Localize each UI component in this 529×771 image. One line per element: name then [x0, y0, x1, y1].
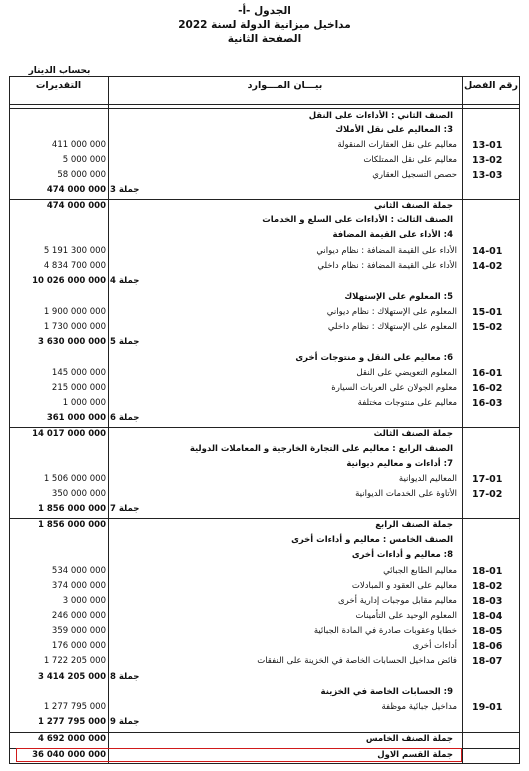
subtotal-label: جملة 7	[110, 504, 140, 514]
row-description: مداخيل جبائية موظفة	[381, 702, 457, 712]
subtotal-label: جملة 5	[110, 337, 140, 347]
total-amount: 3 630 000 000	[37, 337, 106, 347]
total-amount: 1 856 000 000	[37, 520, 106, 530]
row-amount: 215 000 000	[51, 383, 106, 393]
row-description: الأداء على القيمة المضافة : نظام ديواني	[316, 246, 457, 256]
row-amount: 1 722 205 000	[43, 656, 106, 666]
row-description: المعلوم التعويضي على النقل	[356, 368, 457, 378]
row-amount: 145 000 000	[51, 368, 106, 378]
row-amount: 1 900 000 000	[43, 307, 106, 317]
row-amount: 3 000 000	[62, 596, 106, 606]
row-amount: 58 000 000	[57, 170, 106, 180]
chapter-code: 14-01	[472, 246, 503, 257]
section-heading: 9: الحسابات الخاصة في الخزينة	[320, 687, 453, 697]
chapter-code: 13-01	[472, 140, 503, 151]
chapter-code: 13-03	[472, 170, 503, 181]
chapter-code: 18-04	[472, 611, 503, 622]
section-heading: 6: معاليم على النقل و منتوجات أخرى	[295, 353, 453, 363]
row-amount: 374 000 000	[51, 581, 106, 591]
section-heading: جملة القسم الاول	[377, 750, 453, 760]
chapter-code: 16-02	[472, 383, 503, 394]
row-amount: 1 000 000	[62, 398, 106, 408]
subtotal-label: جملة 3	[110, 185, 140, 195]
section-divider	[9, 199, 520, 200]
section-heading: 8: معاليم و أداءات أخرى	[351, 550, 453, 560]
section-divider	[9, 518, 520, 519]
column-header-chapter: رقم الفصل	[464, 80, 518, 91]
page-subtitle: الصفحة الثانية	[227, 33, 302, 45]
section-heading: الصنف الثاني : الأداءات على النقل	[308, 111, 453, 121]
total-amount: 14 017 000 000	[32, 429, 106, 439]
column-divider	[462, 76, 463, 764]
chapter-code: 16-01	[472, 368, 503, 379]
subtotal-label: جملة 9	[110, 717, 140, 727]
section-heading: الصنف الثالث : الأداءات على السلع و الخدمات	[262, 215, 453, 225]
total-amount: 36 040 000 000	[32, 750, 106, 760]
row-description: الأداء على القيمة المضافة : نظام داخلي	[317, 261, 457, 271]
row-amount: 1 506 000 000	[43, 474, 106, 484]
section-heading: جملة الصنف الثالث	[373, 429, 453, 439]
section-heading: الصنف الخامس : معاليم و أداءات أخرى	[291, 535, 453, 545]
table-label: الجدول -أ-	[238, 5, 291, 17]
header-divider	[9, 104, 520, 105]
total-amount: 10 026 000 000	[32, 276, 106, 286]
total-amount: 474 000 000	[46, 185, 106, 195]
highlight-box	[16, 748, 462, 762]
section-divider	[9, 732, 520, 733]
chapter-code: 18-07	[472, 656, 503, 667]
section-heading: 4: الأداء على القيمة المضافة	[332, 230, 453, 240]
chapter-code: 18-03	[472, 596, 503, 607]
chapter-code: 15-02	[472, 322, 503, 333]
row-description: معلوم الجولان على العربات السيارة	[331, 383, 457, 393]
chapter-code: 18-02	[472, 581, 503, 592]
section-heading: جملة الصنف الرابع	[375, 520, 453, 530]
row-description: معاليم الطابع الجبائي	[383, 566, 457, 576]
header-divider	[9, 108, 520, 109]
row-description: حصص التسجيل العقاري	[372, 170, 457, 180]
column-divider	[108, 76, 109, 764]
section-heading: جملة الصنف الثاني	[374, 201, 453, 211]
row-description: الأتاوة على الخدمات الديوانية	[355, 489, 457, 499]
currency-unit-label: بحساب الدينار	[28, 66, 91, 76]
subtotal-label: جملة 8	[110, 672, 140, 682]
row-amount: 350 000 000	[51, 489, 106, 499]
document-title: مداخيل ميزانية الدولة لسنة 2022	[178, 19, 351, 31]
chapter-code: 14-02	[472, 261, 503, 272]
row-description: معاليم على نقل العقارات المنقولة	[337, 140, 457, 150]
chapter-code: 18-01	[472, 566, 503, 577]
chapter-code: 13-02	[472, 155, 503, 166]
total-amount: 474 000 000	[46, 201, 106, 211]
row-amount: 5 000 000	[62, 155, 106, 165]
row-description: أداءات أخرى	[412, 641, 457, 651]
row-description: فائض مداخيل الحسابات الخاصة في الخزينة على النفقات	[257, 656, 457, 666]
chapter-code: 15-01	[472, 307, 503, 318]
column-header-statement: بيـــان المـــوارد	[247, 80, 323, 91]
row-amount: 4 834 700 000	[43, 261, 106, 271]
total-amount: 1 856 000 000	[37, 504, 106, 514]
row-amount: 534 000 000	[51, 566, 106, 576]
chapter-code: 18-05	[472, 626, 503, 637]
section-heading: 7: أداءات و معاليم ديوانية	[346, 459, 453, 469]
row-amount: 5 191 300 000	[43, 246, 106, 256]
row-description: معاليم مقابل موجبات إدارية أخرى	[338, 596, 457, 606]
row-description: معاليم على نقل الممتلكات	[363, 155, 457, 165]
row-amount: 1 277 795 000	[43, 702, 106, 712]
row-amount: 411 000 000	[51, 140, 106, 150]
chapter-code: 18-06	[472, 641, 503, 652]
row-description: معاليم على العقود و المبادلات	[351, 581, 457, 591]
row-amount: 176 000 000	[51, 641, 106, 651]
row-description: المعلوم على الإستهلاك : نظام داخلي	[327, 322, 457, 332]
row-description: معاليم على منتوجات مختلفة	[357, 398, 457, 408]
section-heading: الصنف الرابع : معاليم على التجارة الخارجية و المعاملات الدولية	[189, 444, 453, 454]
row-description: المعلوم على الإستهلاك : نظام ديواني	[326, 307, 457, 317]
chapter-code: 16-03	[472, 398, 503, 409]
row-description: المعاليم الديوانية	[398, 474, 457, 484]
row-description: خطايا وعقوبات صادرة في المادة الجبائية	[313, 626, 457, 636]
row-amount: 246 000 000	[51, 611, 106, 621]
row-amount: 359 000 000	[51, 626, 106, 636]
section-heading: 5: المعلوم على الإستهلاك	[344, 292, 453, 302]
total-amount: 1 277 795 000	[37, 717, 106, 727]
row-description: المعلوم الوحيد على التأمينات	[355, 611, 457, 621]
section-heading: 3: المعاليم على نقل الأملاك	[335, 125, 453, 135]
chapter-code: 19-01	[472, 702, 503, 713]
chapter-code: 17-01	[472, 474, 503, 485]
section-divider	[9, 427, 520, 428]
subtotal-label: جملة 4	[110, 276, 140, 286]
total-amount: 361 000 000	[46, 413, 106, 423]
total-amount: 4 692 000 000	[37, 734, 106, 744]
column-header-estimates: التقديرات	[35, 80, 82, 91]
row-amount: 1 730 000 000	[43, 322, 106, 332]
total-amount: 3 414 205 000	[37, 672, 106, 682]
subtotal-label: جملة 6	[110, 413, 140, 423]
section-heading: جملة الصنف الخامس	[365, 734, 453, 744]
chapter-code: 17-02	[472, 489, 503, 500]
